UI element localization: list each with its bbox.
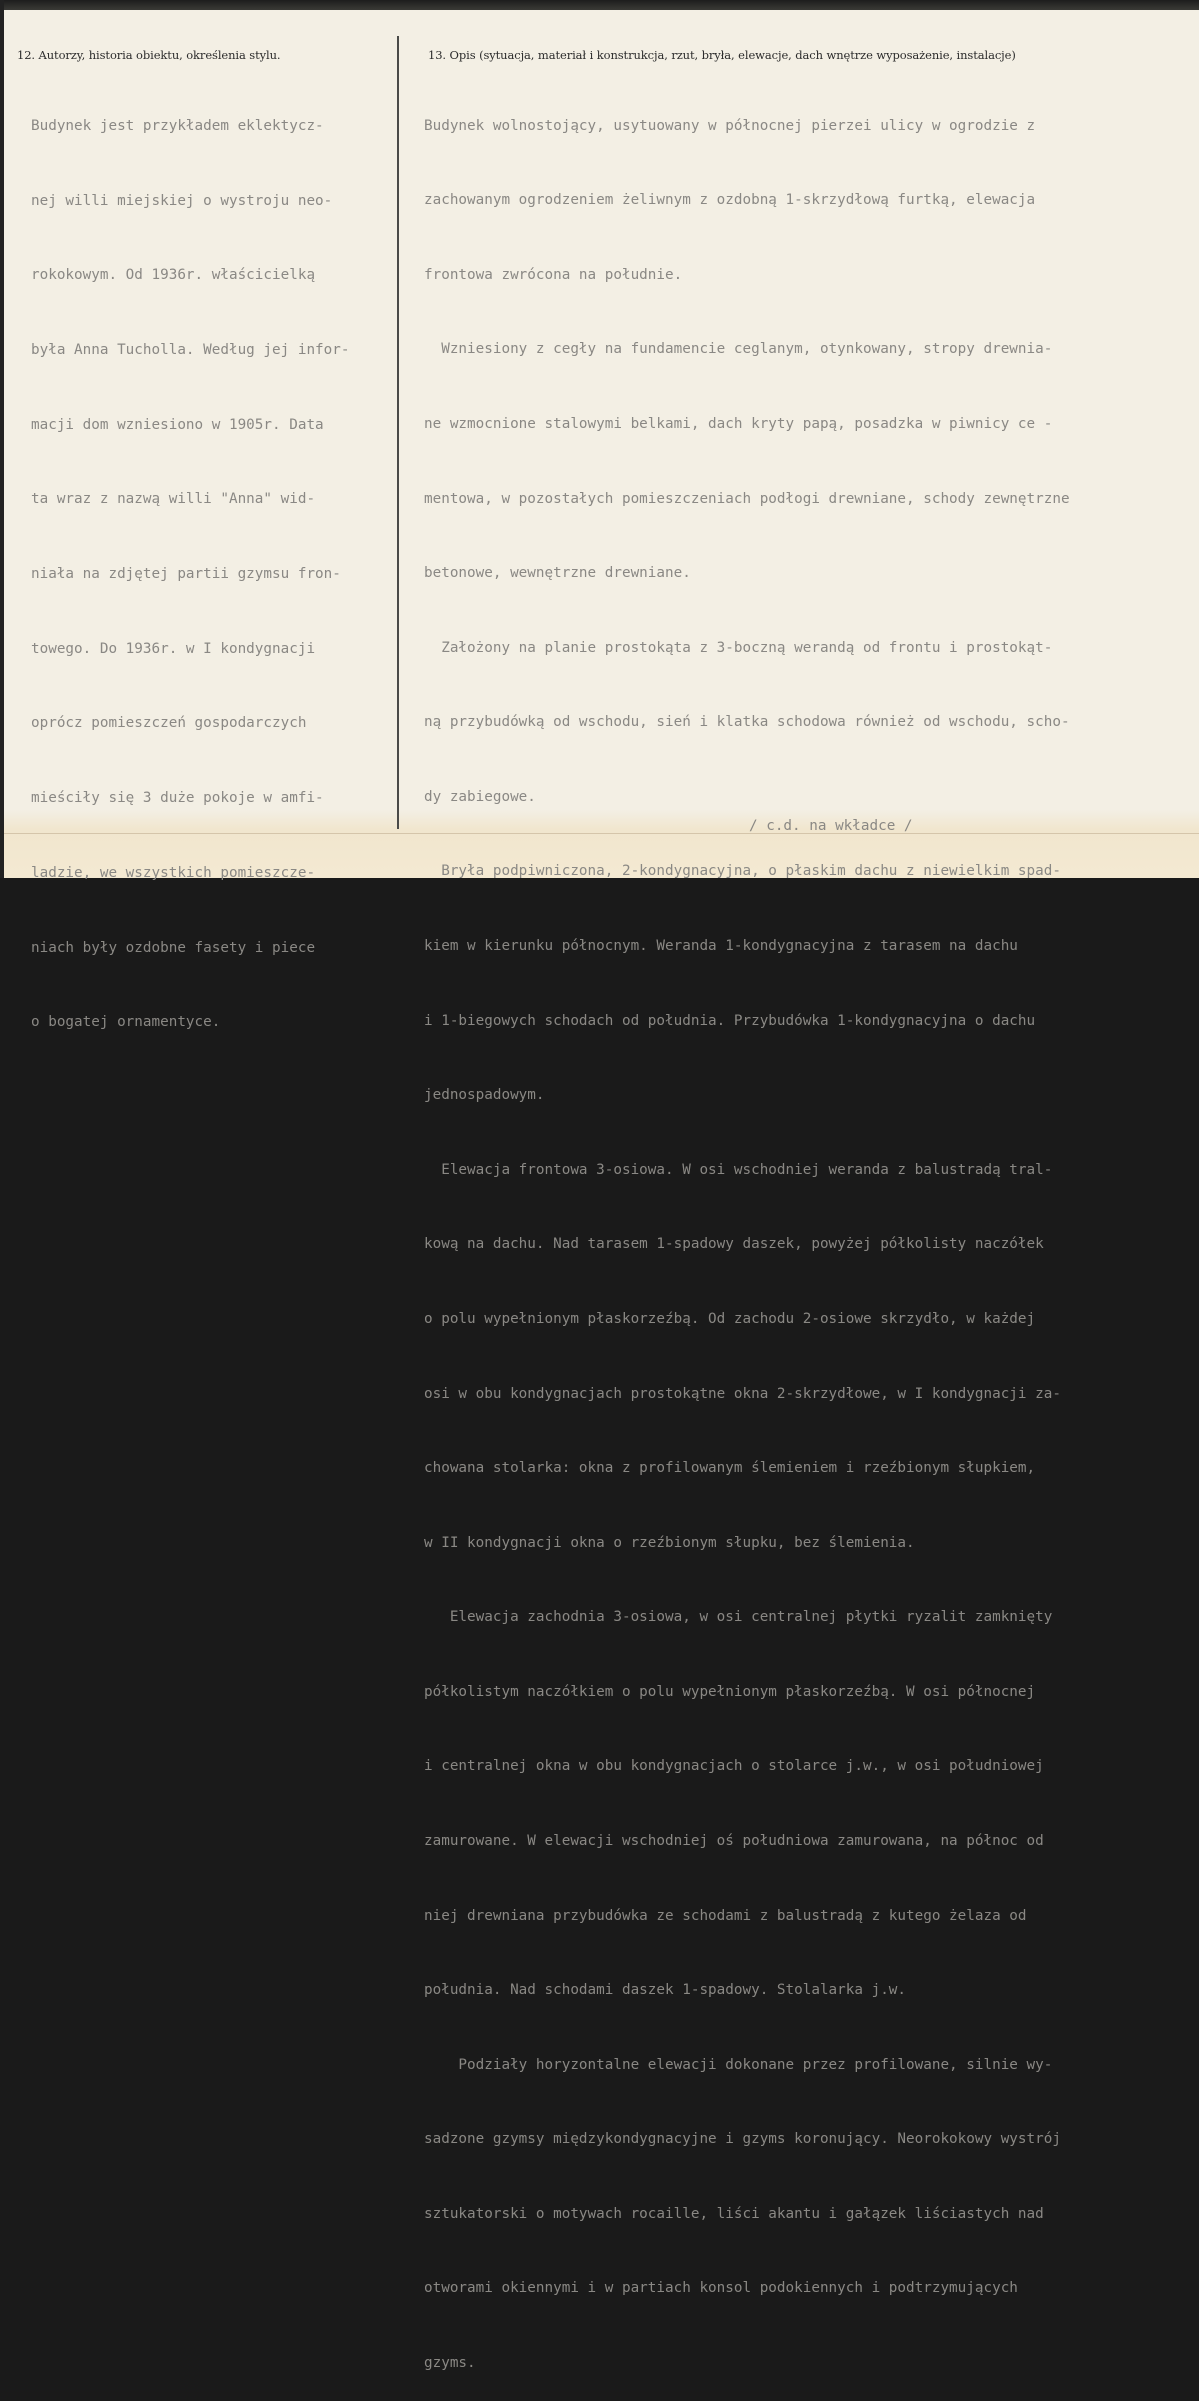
text-line: Budynek wolnostojący, usytuowany w północnej pierzei ulicy w ogrodzie z: [424, 117, 1036, 134]
text-line: i 1-biegowych schodach od południa. Przybudówka 1-kondygnacyjna o dachu: [424, 1012, 1036, 1029]
text-line: ladzie, we wszystkich pomieszcze-: [31, 864, 316, 881]
text-line: betonowe, wewnętrzne drewniane.: [424, 565, 691, 582]
text-line: dy zabiegowe.: [424, 788, 536, 805]
section-12-heading: 12. Autorzy, historia obiektu, określenia stylu.: [17, 48, 281, 62]
text-line: frontowa zwrócona na południe.: [424, 266, 683, 283]
text-line: Elewacja frontowa 3-osiowa. W osi wschodniej weranda z balustradą tral-: [424, 1161, 1053, 1178]
text-line: półkolistym naczółkiem o polu wypełnionym płaskorzeźbą. W osi północnej: [424, 1683, 1036, 1700]
text-line: chowana stolarka: okna z profilowanym ślemieniem i rzeźbionym słupkiem,: [424, 1460, 1036, 1477]
text-line: nej willi miejskiej o wystroju neo-: [31, 192, 333, 209]
text-line: o polu wypełnionym płaskorzeźbą. Od zachodu 2-osiowe skrzydło, w każdej: [424, 1310, 1036, 1327]
text-line: niach były ozdobne fasety i piece: [31, 939, 316, 956]
section-13-heading: 13. Opis (sytuacja, materiał i konstrukcja, rzut, bryła, elewacje, dach wnętrze wyposażenie, instalacje): [428, 48, 1016, 62]
text-line: Bryła podpiwniczona, 2-kondygnacyjna, o płaskim dachu z niewielkim spad-: [424, 863, 1061, 880]
text-line: ną przybudówką od wschodu, sień i klatka schodowa również od wschodu, scho-: [424, 714, 1070, 731]
text-line: niała na zdjętej partii gzymsu fron-: [31, 566, 341, 583]
text-line: Elewacja zachodnia 3-osiowa, w osi centralnej płytki ryzalit zamknięty: [424, 1609, 1053, 1626]
text-line: o bogatej ornamentyce.: [31, 1014, 221, 1031]
text-line: rokokowym. Od 1936r. właścicielką: [31, 267, 316, 284]
text-line: towego. Do 1936r. w I kondygnacji: [31, 640, 316, 657]
text-line: mentowa, w pozostałych pomieszczeniach podłogi drewniane, schody zewnętrzne: [424, 490, 1070, 507]
text-line: ta wraz z nazwą willi "Anna" wid-: [31, 491, 316, 508]
text-line: zamurowane. W elewacji wschodniej oś południowa zamurowana, na północ od: [424, 1832, 1044, 1849]
text-line: w II kondygnacji okna o rzeźbionym słupku, bez ślemienia.: [424, 1534, 915, 1551]
text-line: kową na dachu. Nad tarasem 1-spadowy daszek, powyżej półkolisty naczółek: [424, 1236, 1044, 1253]
text-line: sadzone gzymsy międzykondygnacyjne i gzyms koronujący. Neorokokowy wystrój: [424, 2131, 1061, 2148]
text-line: kiem w kierunku północnym. Weranda 1-kondygnacyjna z tarasem na dachu: [424, 938, 1018, 955]
text-line: mieściły się 3 duże pokoje w amfi-: [31, 790, 324, 807]
text-line: Budynek jest przykładem eklektycz-: [31, 117, 324, 134]
scan-top-edge: [0, 0, 1199, 10]
text-line: otworami okiennymi i w partiach konsol podokiennych i podtrzymujących: [424, 2280, 1018, 2297]
text-line: Podziały horyzontalne elewacji dokonane przez profilowane, silnie wy-: [424, 2056, 1053, 2073]
section-13-body: [424, 64, 1070, 2401]
text-line: Założony na planie prostokąta z 3-boczną werandą od frontu i prostokąt-: [424, 639, 1053, 656]
text-line: zachowanym ogrodzeniem żeliwnym z ozdobną 1-skrzydłową furtką, elewacja: [424, 192, 1036, 209]
text-line: południa. Nad schodami daszek 1-spadowy. Stolalarka j.w.: [424, 1982, 907, 1999]
text-line: gzyms.: [424, 2355, 476, 2372]
text-line: niej drewniana przybudówka ze schodami z balustradą z kutego żelaza od: [424, 1907, 1027, 1924]
text-line: jednospadowym.: [424, 1087, 545, 1104]
continuation-note: / c.d. na wkładce /: [749, 818, 913, 834]
text-line: osi w obu kondygnacjach prostokątne okna 2-skrzydłowe, w I kondygnacji za-: [424, 1385, 1061, 1402]
text-line: Wzniesiony z cegły na fundamencie ceglanym, otynkowany, stropy drewnia-: [424, 341, 1053, 358]
text-line: i centralnej okna w obu kondygnacjach o stolarce j.w., w osi południowej: [424, 1758, 1044, 1775]
text-line: ne wzmocnione stalowymi belkami, dach kryty papą, posadzka w piwnicy ce -: [424, 416, 1053, 432]
column-divider: [397, 36, 399, 829]
text-line: była Anna Tucholla. Według jej infor-: [31, 341, 350, 358]
section-12-body: [31, 64, 349, 1060]
text-line: sztukatorski o motywach rocaille, liści akantu i gałązek liściastych nad: [424, 2205, 1044, 2222]
text-line: oprócz pomieszczeń gospodarczych: [31, 715, 307, 732]
text-line: macji dom wzniesiono w 1905r. Data: [31, 416, 324, 433]
